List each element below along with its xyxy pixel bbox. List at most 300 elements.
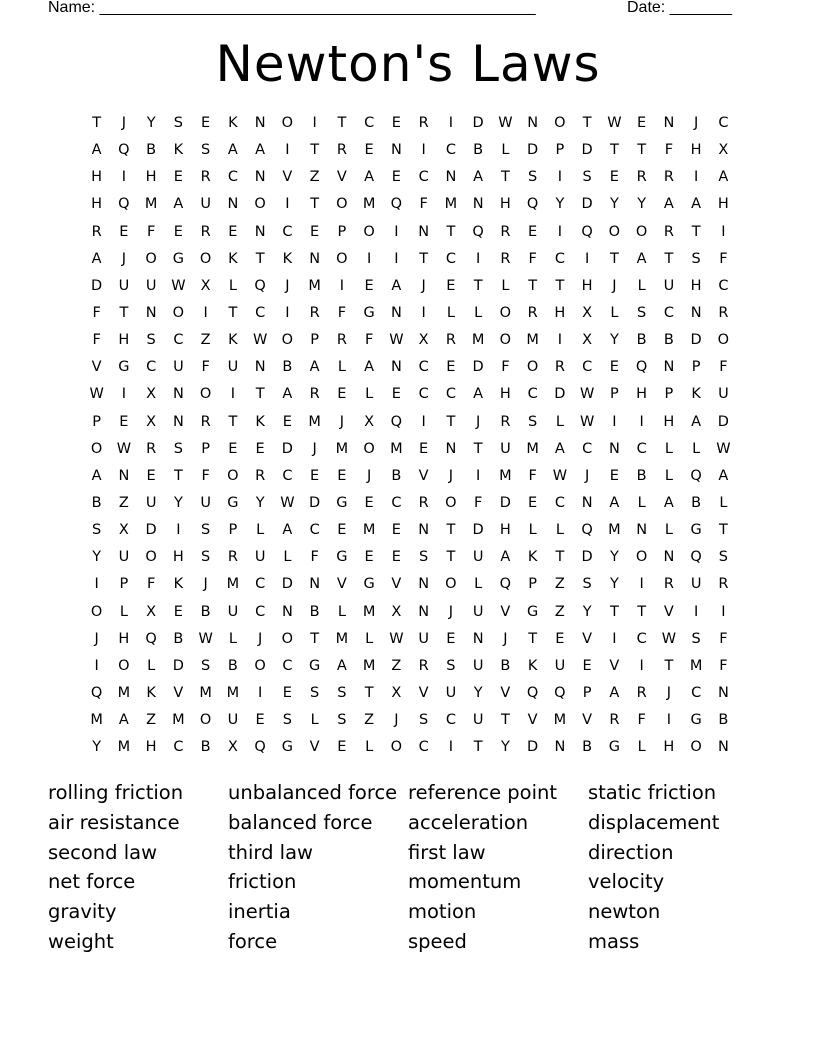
grid-letter: I bbox=[639, 576, 644, 593]
grid-letter: X bbox=[391, 603, 402, 620]
grid-letter: M bbox=[90, 712, 103, 729]
grid-letter: U bbox=[145, 494, 157, 511]
grid-letter: I bbox=[285, 196, 290, 213]
grid-letter: A bbox=[554, 440, 565, 457]
grid-letter: Y bbox=[582, 603, 592, 620]
grid-letter: T bbox=[718, 522, 728, 539]
grid-letter: M bbox=[226, 684, 240, 701]
grid-letter: R bbox=[418, 657, 429, 674]
grid-letter: U bbox=[118, 277, 130, 294]
grid-letter: O bbox=[526, 359, 539, 376]
grid-letter: S bbox=[173, 115, 183, 131]
grid-letter: Z bbox=[146, 712, 157, 729]
grid-letter: L bbox=[664, 440, 673, 457]
grid-letter: L bbox=[228, 630, 237, 647]
grid-letter: I bbox=[312, 115, 317, 131]
grid-letter: O bbox=[363, 440, 375, 457]
grid-letter: L bbox=[119, 603, 128, 620]
word-list-item: first law bbox=[408, 840, 486, 864]
grid-letter: N bbox=[281, 603, 293, 620]
word-list-item: acceleration bbox=[408, 810, 529, 834]
grid-letter: N bbox=[472, 196, 484, 213]
grid-letter: U bbox=[254, 549, 266, 566]
grid-letter: C bbox=[445, 386, 456, 403]
grid-letter: T bbox=[446, 413, 456, 430]
grid-letter: D bbox=[527, 739, 539, 756]
grid-letter: W bbox=[579, 413, 595, 430]
grid-letter: W bbox=[171, 277, 186, 294]
grid-letter: M bbox=[608, 522, 621, 539]
grid-letter: G bbox=[527, 603, 539, 620]
word-list-item: friction bbox=[228, 870, 297, 894]
grid-letter: N bbox=[418, 603, 430, 620]
grid-letter: R bbox=[718, 304, 729, 321]
grid-letter: W bbox=[198, 630, 213, 647]
word-list-item: inertia bbox=[228, 900, 291, 924]
word-list-item: air resistance bbox=[48, 810, 180, 834]
word-list-item: static friction bbox=[588, 781, 717, 804]
grid-letter: V bbox=[336, 169, 347, 186]
grid-letter: T bbox=[173, 467, 183, 484]
grid-letter: A bbox=[636, 250, 647, 267]
grid-letter: B bbox=[582, 739, 593, 756]
grid-letter: N bbox=[390, 359, 402, 376]
grid-letter: E bbox=[446, 277, 456, 294]
grid-letter: A bbox=[255, 142, 266, 159]
grid-letter: H bbox=[145, 169, 157, 186]
grid-letter: N bbox=[309, 576, 321, 593]
grid-letter: J bbox=[94, 630, 99, 647]
grid-letter: P bbox=[201, 440, 210, 457]
grid-letter: Z bbox=[364, 712, 375, 729]
grid-letter: H bbox=[663, 413, 675, 430]
grid-letter: D bbox=[91, 277, 103, 294]
grid-letter: N bbox=[172, 386, 184, 403]
grid-letter: L bbox=[337, 359, 346, 376]
grid-letter: L bbox=[555, 522, 564, 539]
grid-letter: Y bbox=[555, 196, 565, 213]
grid-letter: T bbox=[228, 413, 238, 430]
grid-letter: W bbox=[716, 440, 731, 457]
grid-letter: R bbox=[200, 169, 211, 186]
grid-letter: L bbox=[555, 413, 564, 430]
grid-letter: B bbox=[282, 359, 293, 376]
grid-letter: I bbox=[612, 413, 617, 430]
grid-letter: F bbox=[528, 467, 537, 484]
grid-letter: Y bbox=[637, 196, 647, 213]
grid-letter: E bbox=[337, 467, 347, 484]
grid-letter: T bbox=[664, 250, 674, 267]
grid-letter: W bbox=[607, 115, 622, 131]
grid-letter: W bbox=[116, 440, 132, 457]
word-list bbox=[48, 778, 768, 957]
grid-letter: Z bbox=[391, 657, 402, 674]
page-title: Newton's Laws bbox=[215, 35, 601, 93]
grid-letter: J bbox=[448, 603, 454, 620]
grid-letter: C bbox=[691, 684, 702, 701]
grid-letter: T bbox=[255, 386, 265, 403]
grid-letter: H bbox=[717, 196, 729, 213]
grid-letter: I bbox=[421, 142, 426, 159]
grid-letter: M bbox=[308, 413, 321, 430]
grid-letter: V bbox=[391, 576, 402, 593]
grid-letter: S bbox=[201, 549, 211, 566]
grid-letter: H bbox=[499, 522, 511, 539]
grid-letter: S bbox=[337, 684, 347, 701]
grid-letter: S bbox=[528, 169, 538, 186]
grid-letter: H bbox=[91, 196, 103, 213]
grid-letter: H bbox=[172, 549, 184, 566]
grid-letter: I bbox=[448, 739, 454, 756]
grid-letter: Q bbox=[90, 684, 103, 701]
grid-letter: P bbox=[119, 576, 129, 593]
grid-letter: L bbox=[337, 603, 346, 620]
grid-letter: F bbox=[719, 630, 728, 647]
grid-letter: E bbox=[255, 712, 265, 729]
grid-letter: T bbox=[446, 522, 456, 539]
grid-letter: E bbox=[173, 169, 183, 186]
grid-letter: T bbox=[255, 250, 265, 267]
grid-letter: B bbox=[146, 142, 157, 159]
grid-letter: D bbox=[717, 413, 729, 430]
grid-letter: G bbox=[309, 657, 321, 674]
grid-letter: N bbox=[418, 576, 430, 593]
grid-letter: E bbox=[555, 630, 565, 647]
grid-letter: U bbox=[472, 603, 484, 620]
grid-letter: P bbox=[528, 576, 537, 593]
grid-letter: E bbox=[637, 115, 647, 131]
grid-letter: I bbox=[612, 630, 617, 647]
grid-letter: E bbox=[609, 169, 619, 186]
grid-letter: W bbox=[252, 332, 268, 349]
grid-letter: V bbox=[309, 739, 320, 756]
grid-letter: R bbox=[309, 304, 320, 321]
grid-letter: E bbox=[337, 522, 347, 539]
grid-letter: C bbox=[282, 657, 293, 674]
grid-letter: G bbox=[336, 494, 348, 511]
grid-letter: R bbox=[91, 223, 102, 240]
grid-letter: R bbox=[336, 332, 347, 349]
grid-letter: O bbox=[336, 196, 348, 213]
grid-letter: C bbox=[227, 169, 238, 186]
grid-letter: O bbox=[145, 549, 157, 566]
grid-letter: D bbox=[499, 494, 511, 511]
grid-letter: X bbox=[418, 332, 429, 349]
grid-letter: J bbox=[339, 413, 345, 430]
grid-letter: C bbox=[255, 304, 266, 321]
grid-letter: Y bbox=[609, 549, 619, 566]
grid-letter: Y bbox=[473, 684, 483, 701]
grid-letter: M bbox=[117, 684, 131, 701]
grid-letter: X bbox=[200, 277, 211, 294]
grid-letter: L bbox=[501, 277, 510, 294]
grid-letter: I bbox=[475, 467, 481, 484]
grid-letter: E bbox=[146, 467, 156, 484]
grid-letter: C bbox=[445, 250, 456, 267]
name-line: Name: _________________________________________________ bbox=[48, 0, 536, 16]
grid-letter: T bbox=[310, 630, 320, 647]
grid-letter: J bbox=[693, 115, 699, 131]
grid-letter: A bbox=[609, 494, 620, 511]
grid-letter: O bbox=[499, 304, 512, 321]
word-list-item: second law bbox=[48, 840, 158, 864]
grid-letter: M bbox=[362, 657, 376, 674]
grid-letter: Q bbox=[118, 196, 130, 213]
grid-letter: I bbox=[121, 169, 127, 186]
grid-letter: K bbox=[228, 250, 238, 267]
grid-letter: F bbox=[92, 304, 101, 321]
grid-letter: T bbox=[582, 115, 592, 131]
grid-letter: B bbox=[636, 467, 647, 484]
grid-letter: E bbox=[228, 223, 238, 240]
grid-letter: E bbox=[446, 359, 456, 376]
grid-letter: A bbox=[663, 196, 674, 213]
grid-letter: T bbox=[555, 549, 565, 566]
grid-letter: J bbox=[666, 684, 672, 701]
grid-letter: A bbox=[663, 494, 674, 511]
grid-letter: L bbox=[637, 277, 646, 294]
grid-letter: X bbox=[227, 739, 238, 756]
grid-letter: A bbox=[173, 196, 184, 213]
grid-letter: R bbox=[500, 250, 511, 267]
grid-letter: V bbox=[609, 657, 620, 674]
grid-letter: J bbox=[394, 712, 399, 729]
grid-letter: T bbox=[500, 169, 510, 186]
grid-letter: S bbox=[528, 413, 538, 430]
grid-letter: T bbox=[528, 277, 538, 294]
grid-letter: A bbox=[691, 413, 702, 430]
grid-letter: O bbox=[635, 223, 648, 240]
grid-letter: N bbox=[445, 169, 457, 186]
grid-letter: S bbox=[637, 304, 647, 321]
grid-letter: R bbox=[500, 413, 511, 430]
grid-letter: I bbox=[339, 277, 345, 294]
grid-letter: N bbox=[309, 250, 321, 267]
grid-letter: O bbox=[690, 739, 702, 756]
grid-letter: B bbox=[691, 494, 702, 511]
word-list-item: motion bbox=[408, 900, 477, 924]
grid-letter: Q bbox=[254, 277, 266, 294]
grid-letter: K bbox=[282, 250, 293, 267]
grid-letter: K bbox=[527, 657, 538, 674]
grid-letter: Q bbox=[145, 630, 157, 647]
word-list-item: unbalanced force bbox=[228, 781, 398, 804]
grid-letter: O bbox=[199, 250, 212, 267]
grid-letter: K bbox=[173, 576, 184, 593]
grid-letter: T bbox=[637, 603, 647, 620]
grid-letter: A bbox=[500, 549, 511, 566]
grid-letter: L bbox=[664, 522, 673, 539]
grid-letter: M bbox=[526, 440, 539, 457]
grid-letter: Q bbox=[581, 223, 593, 240]
grid-letter: J bbox=[121, 115, 127, 131]
grid-letter: D bbox=[581, 196, 593, 213]
grid-letter: O bbox=[199, 386, 212, 403]
grid-letter: R bbox=[445, 332, 456, 349]
grid-letter: N bbox=[636, 522, 648, 539]
grid-letter: F bbox=[146, 223, 156, 240]
grid-letter: I bbox=[121, 386, 127, 403]
grid-letter: H bbox=[581, 277, 593, 294]
grid-letter: T bbox=[92, 115, 102, 131]
grid-letter: R bbox=[609, 712, 620, 729]
grid-letter: L bbox=[283, 549, 292, 566]
grid-letter: J bbox=[285, 277, 290, 294]
grid-letter: V bbox=[582, 712, 593, 729]
grid-letter: C bbox=[418, 386, 429, 403]
word-list-item: speed bbox=[408, 929, 467, 953]
grid-letter: H bbox=[663, 739, 675, 756]
grid-letter: V bbox=[663, 603, 674, 620]
grid-letter: I bbox=[721, 603, 726, 620]
grid-letter: E bbox=[419, 440, 429, 457]
grid-letter: R bbox=[309, 386, 320, 403]
grid-letter: T bbox=[609, 142, 619, 159]
grid-letter: G bbox=[281, 739, 293, 756]
grid-letter: O bbox=[635, 549, 648, 566]
grid-letter: H bbox=[91, 169, 103, 186]
grid-letter: Q bbox=[499, 576, 512, 593]
grid-letter: A bbox=[718, 169, 729, 186]
grid-letter: U bbox=[227, 359, 239, 376]
grid-letter: X bbox=[582, 332, 593, 349]
grid-letter: M bbox=[362, 196, 376, 213]
grid-letter: Q bbox=[690, 467, 702, 484]
grid-letter: C bbox=[554, 494, 565, 511]
grid-letter: L bbox=[528, 522, 537, 539]
grid-letter: Q bbox=[526, 196, 539, 213]
grid-letter: Z bbox=[554, 603, 565, 620]
grid-letter: Q bbox=[118, 142, 130, 159]
grid-letter: E bbox=[391, 386, 401, 403]
grid-letter: E bbox=[201, 115, 211, 131]
grid-letter: N bbox=[118, 467, 130, 484]
grid-letter: F bbox=[528, 250, 537, 267]
grid-letter: F bbox=[201, 467, 210, 484]
grid-letter: N bbox=[390, 304, 402, 321]
grid-letter: H bbox=[499, 386, 511, 403]
grid-letter: U bbox=[227, 712, 239, 729]
grid-letter: N bbox=[717, 739, 729, 756]
grid-letter: N bbox=[554, 739, 566, 756]
grid-letter: P bbox=[228, 522, 238, 539]
grid-letter: P bbox=[310, 332, 319, 349]
grid-letter: R bbox=[663, 223, 674, 240]
grid-letter: G bbox=[172, 250, 184, 267]
grid-letter: O bbox=[717, 332, 730, 349]
grid-letter: W bbox=[579, 386, 595, 403]
grid-letter: X bbox=[718, 142, 729, 159]
grid-letter: E bbox=[364, 277, 374, 294]
grid-letter: H bbox=[118, 332, 130, 349]
grid-letter: I bbox=[421, 304, 426, 321]
grid-letter: I bbox=[366, 250, 372, 267]
grid-letter: C bbox=[527, 386, 538, 403]
grid-letter: M bbox=[335, 440, 349, 457]
grid-letter: S bbox=[92, 522, 102, 539]
grid-letter: B bbox=[200, 603, 211, 620]
grid-letter: E bbox=[282, 413, 292, 430]
grid-letter: M bbox=[226, 576, 240, 593]
grid-letter: B bbox=[173, 630, 184, 647]
grid-letter: X bbox=[146, 603, 157, 620]
grid-letter: H bbox=[118, 630, 130, 647]
grid-letter: D bbox=[281, 576, 293, 593]
grid-letter: P bbox=[337, 223, 347, 240]
grid-letter: M bbox=[553, 712, 567, 729]
grid-letter: A bbox=[282, 386, 293, 403]
grid-letter: S bbox=[201, 522, 211, 539]
grid-letter: Y bbox=[609, 196, 619, 213]
grid-letter: L bbox=[256, 522, 265, 539]
grid-letter: C bbox=[309, 522, 320, 539]
grid-letter: D bbox=[281, 440, 293, 457]
grid-letter: O bbox=[499, 332, 512, 349]
grid-letter: I bbox=[257, 684, 263, 701]
grid-letter: E bbox=[391, 522, 401, 539]
grid-letter: T bbox=[555, 277, 565, 294]
letter-grid bbox=[83, 110, 737, 761]
grid-letter: M bbox=[526, 332, 539, 349]
grid-letter: J bbox=[257, 630, 263, 647]
grid-letter: K bbox=[228, 115, 238, 131]
grid-letter: V bbox=[500, 684, 511, 701]
grid-letter: J bbox=[421, 277, 426, 294]
grid-letter: N bbox=[418, 522, 430, 539]
grid-letter: C bbox=[554, 250, 565, 267]
grid-letter: L bbox=[610, 304, 619, 321]
grid-letter: L bbox=[310, 712, 319, 729]
grid-letter: S bbox=[310, 684, 320, 701]
grid-letter: X bbox=[118, 522, 129, 539]
grid-letter: N bbox=[254, 115, 266, 131]
grid-letter: M bbox=[362, 603, 376, 620]
grid-letter: M bbox=[117, 739, 131, 756]
grid-letter: C bbox=[418, 739, 429, 756]
grid-letter: K bbox=[146, 684, 156, 701]
grid-letter: I bbox=[557, 332, 563, 349]
grid-letter: Q bbox=[635, 359, 648, 376]
grid-letter: F bbox=[719, 657, 728, 674]
grid-letter: E bbox=[337, 739, 347, 756]
grid-letter: O bbox=[90, 440, 103, 457]
grid-letter: Q bbox=[390, 413, 403, 430]
grid-letter: Q bbox=[472, 223, 484, 240]
grid-letter: D bbox=[581, 142, 593, 159]
grid-letter: R bbox=[200, 413, 211, 430]
grid-letter: A bbox=[364, 359, 375, 376]
grid-letter: V bbox=[282, 169, 293, 186]
grid-letter: P bbox=[582, 684, 592, 701]
grid-letter: B bbox=[636, 332, 647, 349]
grid-letter: J bbox=[584, 467, 590, 484]
grid-letter: M bbox=[335, 630, 349, 647]
grid-letter: R bbox=[718, 576, 729, 593]
grid-letter: T bbox=[228, 304, 238, 321]
grid-letter: J bbox=[203, 576, 208, 593]
grid-letter: F bbox=[310, 549, 319, 566]
grid-letter: S bbox=[582, 169, 592, 186]
grid-letter: S bbox=[419, 549, 429, 566]
grid-letter: J bbox=[448, 467, 454, 484]
grid-letter: W bbox=[498, 115, 513, 131]
grid-letter: F bbox=[473, 494, 483, 511]
grid-letter: I bbox=[639, 413, 644, 430]
grid-letter: C bbox=[364, 115, 375, 131]
grid-letter: R bbox=[418, 494, 429, 511]
grid-letter: L bbox=[501, 142, 510, 159]
grid-letter: A bbox=[336, 657, 347, 674]
